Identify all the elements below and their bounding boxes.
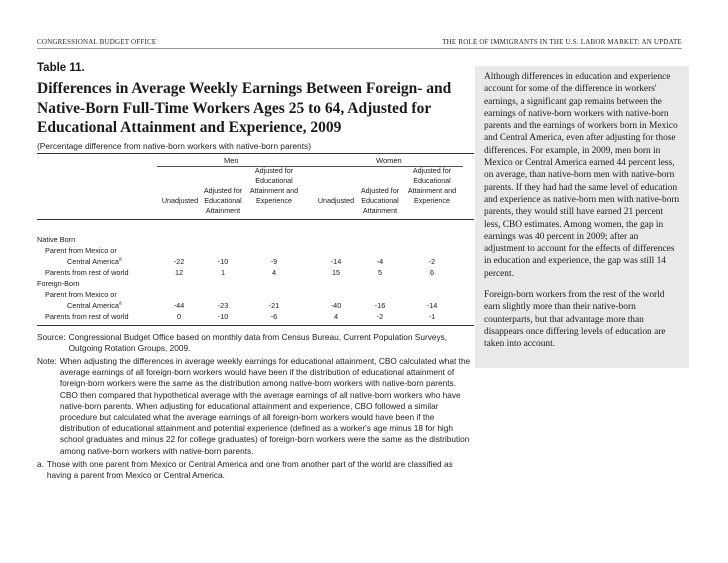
col-text: Adjusted for <box>203 185 243 195</box>
note-text: Those with one parent from Mexico or Central America and one from another part of the world are classified as having a parent from Mexico or Central America. <box>46 458 453 480</box>
table-notes <box>37 332 474 482</box>
col-text: Educational <box>413 175 451 185</box>
group-header-women: Women <box>376 155 402 165</box>
row-label <box>67 256 122 267</box>
cell: 5 <box>377 267 383 277</box>
note-text: When adjusting the differences in average weekly earnings for educational attainment, CBO calculated what the average earnings of all foreign-born workers would have been if the distribution of educational attainment of foreign-born workers were the same as the distribution among native-born workers with native-born parents. CBO then compared that hypothetical average with the average earnings of all native-born workers who have native-born parents. When adjusting for educational attainment and experience, CBO followed a similar procedure but calculated what the average earnings of all foreign-born workers would have been if the distribution of educational attainment and potential experience (defined as a worker's age minus 18 for high school graduates and minus 22 for college graduates) of foreign-born workers were the same as the distribution among native-born workers with native-born parents. <box>59 355 471 456</box>
col-text: Adjusted for <box>412 165 452 175</box>
cell: 6 <box>429 267 435 277</box>
cell: -23 <box>217 300 229 310</box>
col-women-adj-edu <box>357 176 403 217</box>
source-note <box>37 332 474 354</box>
col-men-adj-edu <box>200 176 246 217</box>
cell: -44 <box>173 300 185 310</box>
col-text: Experience <box>414 196 450 206</box>
running-header-left: CONGRESSIONAL BUDGET OFFICE <box>37 38 157 46</box>
col-text: Educational <box>204 195 242 205</box>
col-women-unadjusted: Unadjusted <box>317 195 355 205</box>
cell: 4 <box>333 311 339 321</box>
cell: -10 <box>217 311 229 321</box>
row-label: Parent from Mexico or <box>45 289 117 299</box>
col-text: Attainment and <box>249 185 299 195</box>
row-label-text: Central America <box>67 256 119 266</box>
col-women-adj-edu-exp <box>400 166 464 207</box>
table-header <box>37 154 474 217</box>
cell: -21 <box>268 300 280 310</box>
cell: -22 <box>173 256 185 266</box>
row-label: Native Born <box>37 234 76 244</box>
col-text: Educational <box>361 195 399 205</box>
table-row <box>37 278 474 289</box>
table-row <box>37 245 474 256</box>
col-text: Attainment and <box>407 185 457 195</box>
cell: 0 <box>176 311 182 321</box>
cell: -2 <box>376 311 384 321</box>
table-row <box>37 267 474 278</box>
row-label-text: Central America <box>67 300 119 310</box>
row-label: Parents from rest of world <box>45 267 129 277</box>
cell: -4 <box>376 256 384 266</box>
col-men-adj-edu-exp <box>242 166 306 207</box>
cell: -14 <box>330 256 342 266</box>
table-block <box>37 57 474 483</box>
header-rule <box>37 48 682 49</box>
cell: 12 <box>174 267 184 277</box>
cell: -2 <box>428 256 436 266</box>
cell: -10 <box>217 256 229 266</box>
footnote-mark: a <box>118 256 122 263</box>
running-header-right: THE ROLE OF IMMIGRANTS IN THE U.S. LABOR MARKET: AN UPDATE <box>442 38 682 46</box>
cell: 1 <box>220 267 226 277</box>
group-header-men: Men <box>224 155 239 165</box>
footnote-mark: a <box>118 300 122 307</box>
col-text: Experience <box>256 196 292 206</box>
cell: -40 <box>330 300 342 310</box>
table-label: Table 11. <box>37 62 85 74</box>
table-title-line: Native-Born Full-Time Workers Ages 25 to 64, Adjusted for <box>37 99 432 117</box>
col-men-unadjusted: Unadjusted <box>161 195 199 205</box>
row-label: Foreign-Born <box>37 278 80 288</box>
note-text: Congressional Budget Office based on monthly data from Census Bureau, Current Population Surveys, Outgoing Rotation Groups, 2009. <box>68 331 448 353</box>
cell: -16 <box>374 300 386 310</box>
sidebar-paragraph: Foreign-born workers from the rest of the world earn slightly more than their native-born counterparts, but that advantage more than disappears once differing levels of education are taken into account. <box>484 290 666 350</box>
col-text: Attainment <box>205 206 241 216</box>
row-label: Parent from Mexico or <box>45 245 117 255</box>
table-subtitle: (Percentage difference from native-born workers with native-born parents) <box>37 140 312 151</box>
col-text: Attainment <box>362 206 398 216</box>
cell: -9 <box>270 256 278 266</box>
col-text: Adjusted for <box>254 165 294 175</box>
table-row <box>37 234 474 245</box>
sidebar-paragraph: Although differences in education and experience account for some of the difference in workers' earnings, a significant gap remains between the earnings of native-born workers with native-born parents and the earnings of workers born in Mexico and Central America, even after adjusting for those differences. For example, in 2009, men born in Mexico or Central America earned 44 percent less, on average, than native-born men with native-born parents. If they had had the same level of education and experience as native-born men with native-born parents, they would still have earned 21 percent less, CBO estimates. Among women, the gap in earnings was 40 percent in 2009; after an adjustment to account for the effects of differences in education and experience, the gap was still 14 percent. <box>484 72 680 279</box>
table-title-line: Differences in Average Weekly Earnings Between Foreign- and <box>37 80 452 97</box>
table-bottom-rule <box>37 325 474 326</box>
row-label: Parents from rest of world <box>45 311 129 321</box>
cell: -6 <box>270 311 278 321</box>
table-row <box>37 300 474 311</box>
col-text: Adjusted for <box>360 185 400 195</box>
cell: 15 <box>331 267 341 277</box>
col-text: Educational <box>255 175 293 185</box>
note-key: Note: <box>37 355 57 366</box>
note-key: Source: <box>37 331 66 342</box>
cell: -14 <box>426 300 438 310</box>
footnote-a <box>37 459 474 481</box>
table-row <box>37 256 474 267</box>
table-title-line: Educational Attainment and Experience, 2009 <box>37 119 342 136</box>
sidebar-box <box>475 66 689 368</box>
cell: 4 <box>271 267 277 277</box>
method-note <box>37 356 474 457</box>
cell: -1 <box>428 311 436 321</box>
row-label <box>67 300 122 311</box>
note-key: a. <box>37 458 44 469</box>
header-bottom-rule <box>37 219 474 220</box>
table-body <box>37 234 474 322</box>
table-row <box>37 311 474 322</box>
table-title <box>37 79 474 138</box>
table-row <box>37 289 474 300</box>
